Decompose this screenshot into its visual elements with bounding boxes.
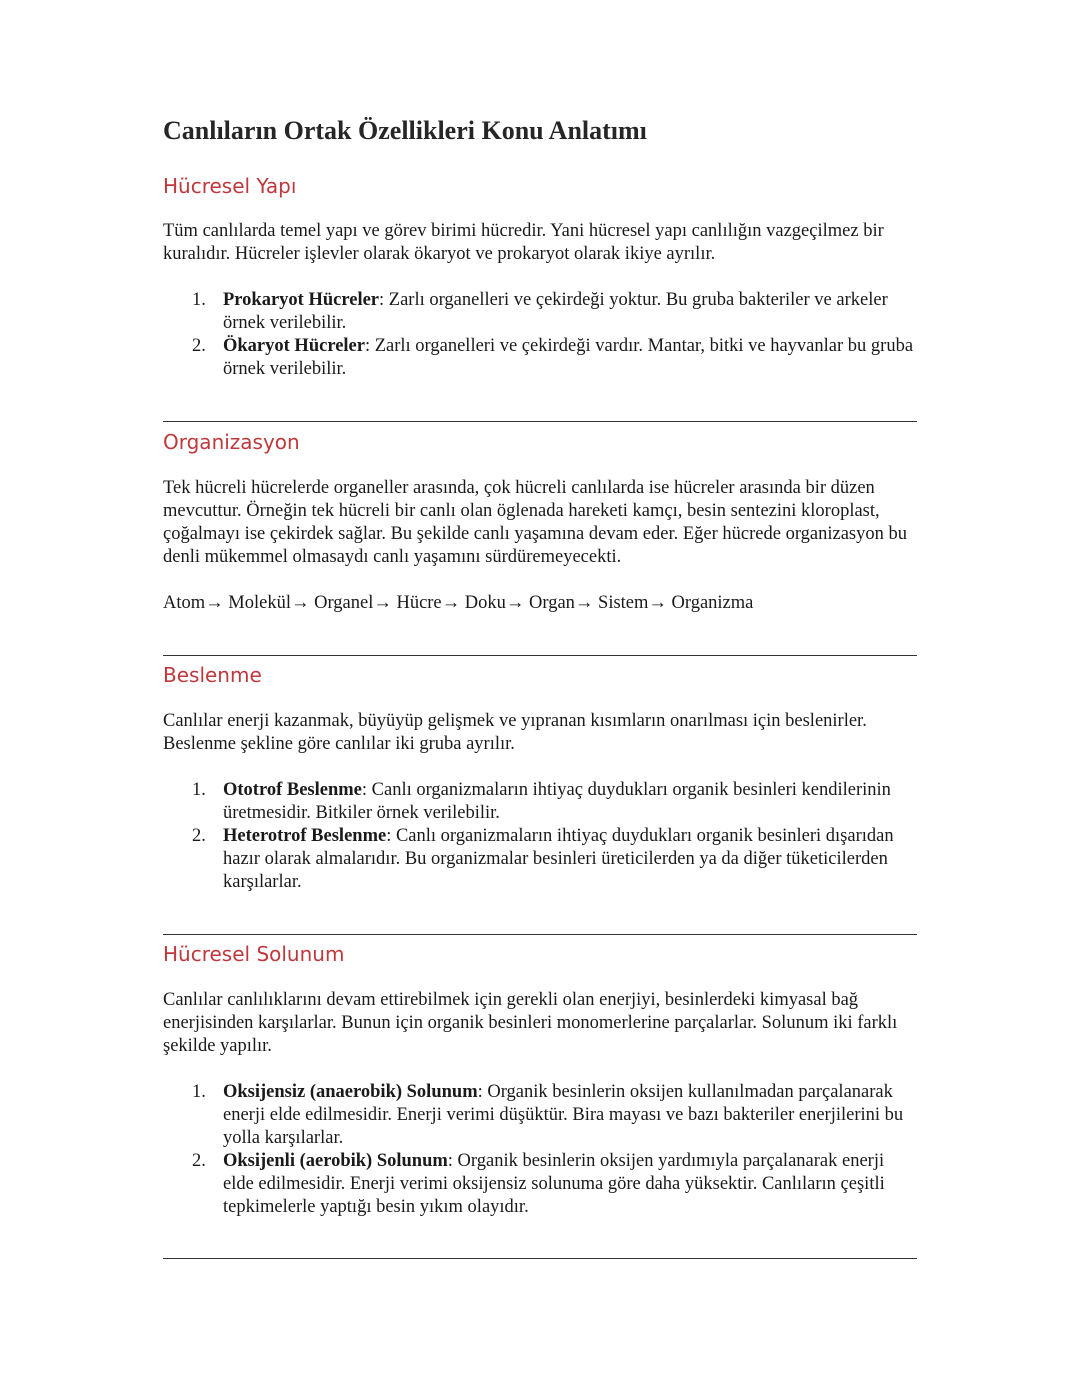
list-item-term: Prokaryot Hücreler	[223, 290, 380, 310]
section-divider	[163, 934, 917, 935]
list-item-term: Oksijensiz (anaerobik) Solunum	[223, 1082, 478, 1102]
list-item-term: Heterotrof Beslenme	[223, 826, 387, 846]
section-divider	[163, 1258, 917, 1259]
list-item: 2. Oksijenli (aerobik) Solunum: Organik besinlerin oksijen yardımıyla parçalanarak enerji elde edilmesidir. Enerji verimi oksijensiz solunuma göre daha yüksektir. Canlıların çeşitli tepkimelerle yaptığı besin yıkım olayıdır.	[192, 1151, 885, 1217]
list-item: 1. Ototrof Beslenme: Canlı organizmaların ihtiyaç duydukları organik besinleri kendilerinin üretmesidir. Bitkiler örnek verilebilir.	[192, 780, 891, 823]
section-paragraph: Canlılar enerji kazanmak, büyüyüp gelişmek ve yıpranan kısımların onarılması için beslenirler. Beslenme şekline göre canlılar iki gruba ayrılır.	[163, 711, 867, 754]
list-item-text: : Zarlı organelleri ve çekirdeği vardır. Mantar, bitki ve hayvanlar bu gruba örnek verilebilir.	[223, 336, 914, 379]
section-heading: Hücresel Solunum	[163, 942, 345, 966]
section-paragraph: Tek hücreli hücrelerde organeller arasında, çok hücreli canlılarda ise hücreler arasında bir düzen mevcuttur. Örneğin tek hücreli bir canlı olan öglenada hareketi kamçı, besin sentezini kloroplast, çoğalmayı ise çekirdek sağlar. Bu şekilde canlı yaşamına devam eder. Eğer hücrede organizasyon bu denli mükemmel olmasaydı canlı yaşamını sürdüremeyecekti.	[163, 478, 908, 567]
section-hucresel-solunum	[163, 940, 917, 1219]
numbered-list	[163, 1081, 917, 1219]
section-divider	[163, 421, 917, 422]
numbered-list	[163, 779, 917, 894]
section-paragraph: Canlılar canlılıklarını devam ettirebilmek için gerekli olan enerjiyi, besinlerdeki kimyasal bağ enerjisinden karşılarlar. Bunun için organik besinleri monomerlerine parçalarlar. Solunum iki farklı şekilde yapılır.	[163, 990, 898, 1056]
section-heading: Organizasyon	[163, 430, 300, 454]
numbered-list	[163, 289, 917, 381]
section-paragraph: Atom→ Molekül→ Organel→ Hücre→ Doku→ Organ→ Sistem→ Organizma	[163, 593, 754, 613]
list-item: 2. Ökaryot Hücreler: Zarlı organelleri ve çekirdeği vardır. Mantar, bitki ve hayvanlar bu gruba örnek verilebilir.	[192, 336, 914, 379]
list-item: 1. Oksijensiz (anaerobik) Solunum: Organik besinlerin oksijen kullanılmadan parçalanarak enerji elde edilmesidir. Enerji verimi düşüktür. Bira mayası ve bazı bakteriler enerjilerini bu yolla karşılarlar.	[192, 1082, 904, 1148]
section-heading: Hücresel Yapı	[163, 174, 297, 198]
list-item-text: : Organik besinlerin oksijen yardımıyla parçalanarak enerji elde edilmesidir. Enerji verimi oksijensiz solunuma göre daha yüksektir. Canlıların çeşitli tepkimelerle yaptığı besin yıkım olayıdır.	[223, 1151, 885, 1217]
list-item-term: Oksijenli (aerobik) Solunum	[223, 1151, 448, 1171]
list-item-term: Ototrof Beslenme	[223, 780, 362, 800]
section-beslenme	[163, 661, 917, 894]
list-item-term: Ökaryot Hücreler	[223, 336, 365, 356]
section-organizasyon	[163, 428, 917, 615]
section-divider	[163, 655, 917, 656]
list-item-text: : Canlı organizmaların ihtiyaç duydukları organik besinleri kendilerinin üretmesidir. Bitkiler örnek verilebilir.	[223, 780, 891, 823]
list-item: 1. Prokaryot Hücreler: Zarlı organelleri ve çekirdeği yoktur. Bu gruba bakteriler ve arkeler örnek verilebilir.	[192, 290, 888, 333]
section-heading: Beslenme	[163, 663, 262, 687]
list-item-text: : Zarlı organelleri ve çekirdeği yoktur. Bu gruba bakteriler ve arkeler örnek verilebilir.	[223, 290, 888, 333]
list-item-text: : Organik besinlerin oksijen kullanılmadan parçalanarak enerji elde edilmesidir. Enerji verimi düşüktür. Bira mayası ve bazı bakteriler enerjilerini bu yolla karşılarlar.	[223, 1082, 904, 1148]
page-title: Canlıların Ortak Özellikleri Konu Anlatımı	[163, 116, 647, 145]
section-hucresel-yapi	[163, 172, 917, 381]
list-item: 2. Heterotrof Beslenme: Canlı organizmaların ihtiyaç duydukları organik besinleri dışarıdan hazır olarak almalarıdır. Bu organizmalar besinleri üreticilerden ya da diğer tüketicilerden karşılarlar.	[192, 826, 894, 892]
section-paragraph: Tüm canlılarda temel yapı ve görev birimi hücredir. Yani hücresel yapı canlılığın vazgeçilmez bir kuralıdır. Hücreler işlevler olarak ökaryot ve prokaryot olarak ikiye ayrılır.	[163, 221, 884, 264]
list-item-text: : Canlı organizmaların ihtiyaç duydukları organik besinleri dışarıdan hazır olarak almalarıdır. Bu organizmalar besinleri üreticilerden ya da diğer tüketicilerden karşılarlar.	[223, 826, 894, 892]
